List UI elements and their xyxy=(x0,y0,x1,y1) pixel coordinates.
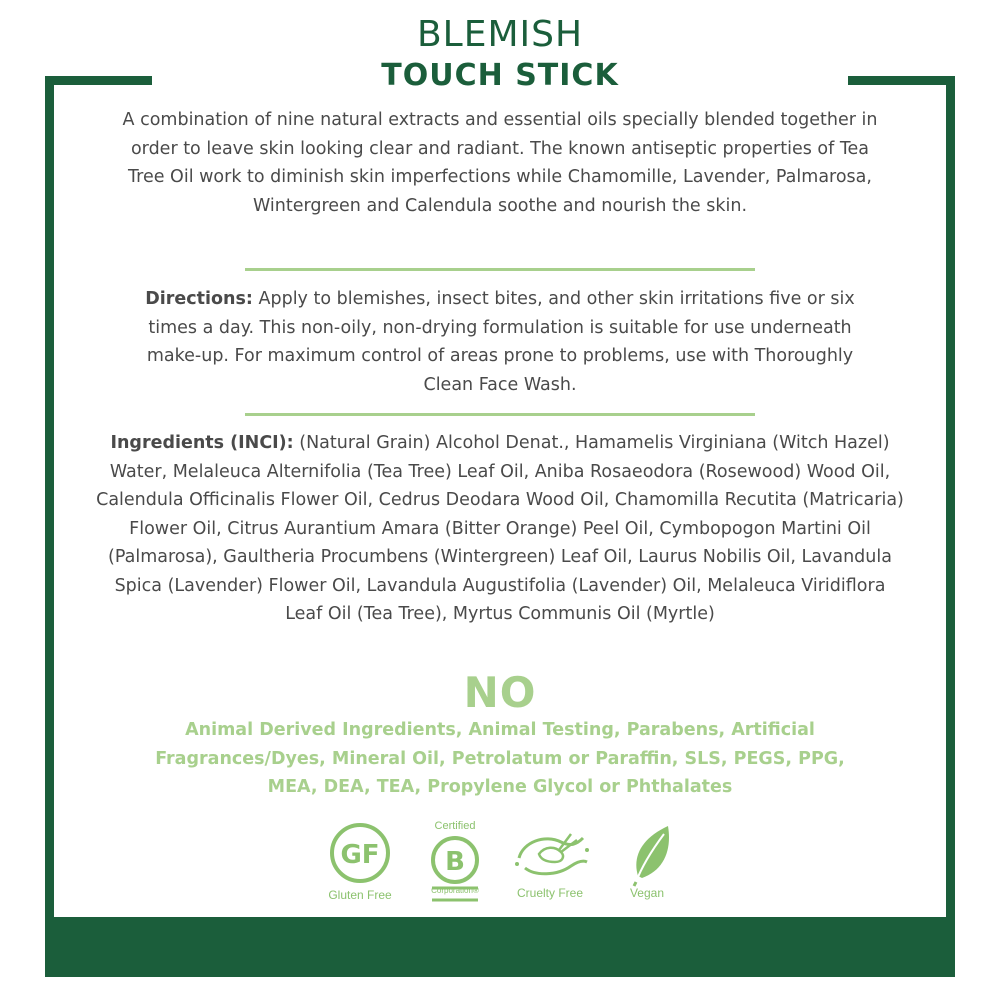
product-title-line2: TOUCH STICK xyxy=(381,58,619,93)
b-corp-certified-text: Certified xyxy=(434,820,476,832)
b-corp-mark: B xyxy=(445,847,465,877)
ingredients-label: Ingredients (INCI): xyxy=(110,433,294,453)
badge-label-vegan: Vegan xyxy=(629,886,665,900)
badge-vegan xyxy=(602,820,692,910)
divider-2 xyxy=(245,413,755,416)
footer-band xyxy=(45,917,955,977)
gluten-free-mark: GF xyxy=(340,840,380,870)
leaf-icon xyxy=(602,820,692,890)
badge-label-gluten-free: Gluten Free xyxy=(328,888,392,902)
badge-label-cruelty-free: Cruelty Free xyxy=(516,886,584,900)
product-title-line1: BLEMISH xyxy=(416,14,584,55)
product-description: A combination of nine natural extracts and essential oils specially blended together in order to leave skin looking clear and radiant. The known antiseptic properties of Tea Tree Oil work to diminish skin imperfections while Chamomille, Lavender, Palmarosa, Wintergreen and Calendula soothe and nourish the skin. xyxy=(122,110,878,216)
badge-b-corp xyxy=(410,820,500,910)
frame-right-border xyxy=(946,76,955,976)
gluten-free-icon xyxy=(315,820,405,890)
rabbit-icon xyxy=(505,820,595,890)
directions-section xyxy=(120,285,880,399)
badge-cruelty-free xyxy=(505,820,595,910)
ingredients-text: (Natural Grain) Alcohol Denat., Hamamelis Virginiana (Witch Hazel) Water, Melaleuca Alternifolia (Tea Tree) Leaf Oil, Aniba Rosaeodora (Rosewood) Wood Oil, Calendula Officinalis Flower Oil, Cedrus Deodara Wood Oil, Chamomilla Recutita (Matricaria) Flower Oil, Citrus Aurantium Amara (Bitter Orange) Peel Oil, Cymbopogon Martini Oil (Palmarosa), Gaultheria Procumbens (Wintergreen) Leaf Oil, Laurus Nobilis Oil, Lavandula Spica (Lavender) Flower Oil, Lavandula Augustifolia (Lavender) Oil, Melaleuca Viridiflora Leaf Oil (Tea Tree), Myrtus Communis Oil (Myrtle) xyxy=(96,433,904,624)
directions-text: Apply to blemishes, insect bites, and other skin irritations five or six times a day. This non-oily, non-drying formulation is suitable for use underneath make-up. For maximum control of areas prone to problems, use with Thoroughly Clean Face Wash. xyxy=(146,289,855,395)
badge-label-b-corp: Corporation® xyxy=(431,886,479,895)
free-from-list: Animal Derived Ingredients, Animal Testing, Parabens, Artificial Fragrances/Dyes, Mineral Oil, Petrolatum or Paraffin, SLS, PEGS, PPG, MEA, DEA, TEA, Propylene Glycol or Phthalates xyxy=(155,720,845,797)
frame-left-border xyxy=(45,76,54,976)
ingredients-section xyxy=(95,429,905,629)
free-from-heading: NO xyxy=(463,668,537,717)
divider-1 xyxy=(245,268,755,271)
badge-gluten-free xyxy=(315,820,405,910)
directions-label: Directions: xyxy=(145,289,253,309)
